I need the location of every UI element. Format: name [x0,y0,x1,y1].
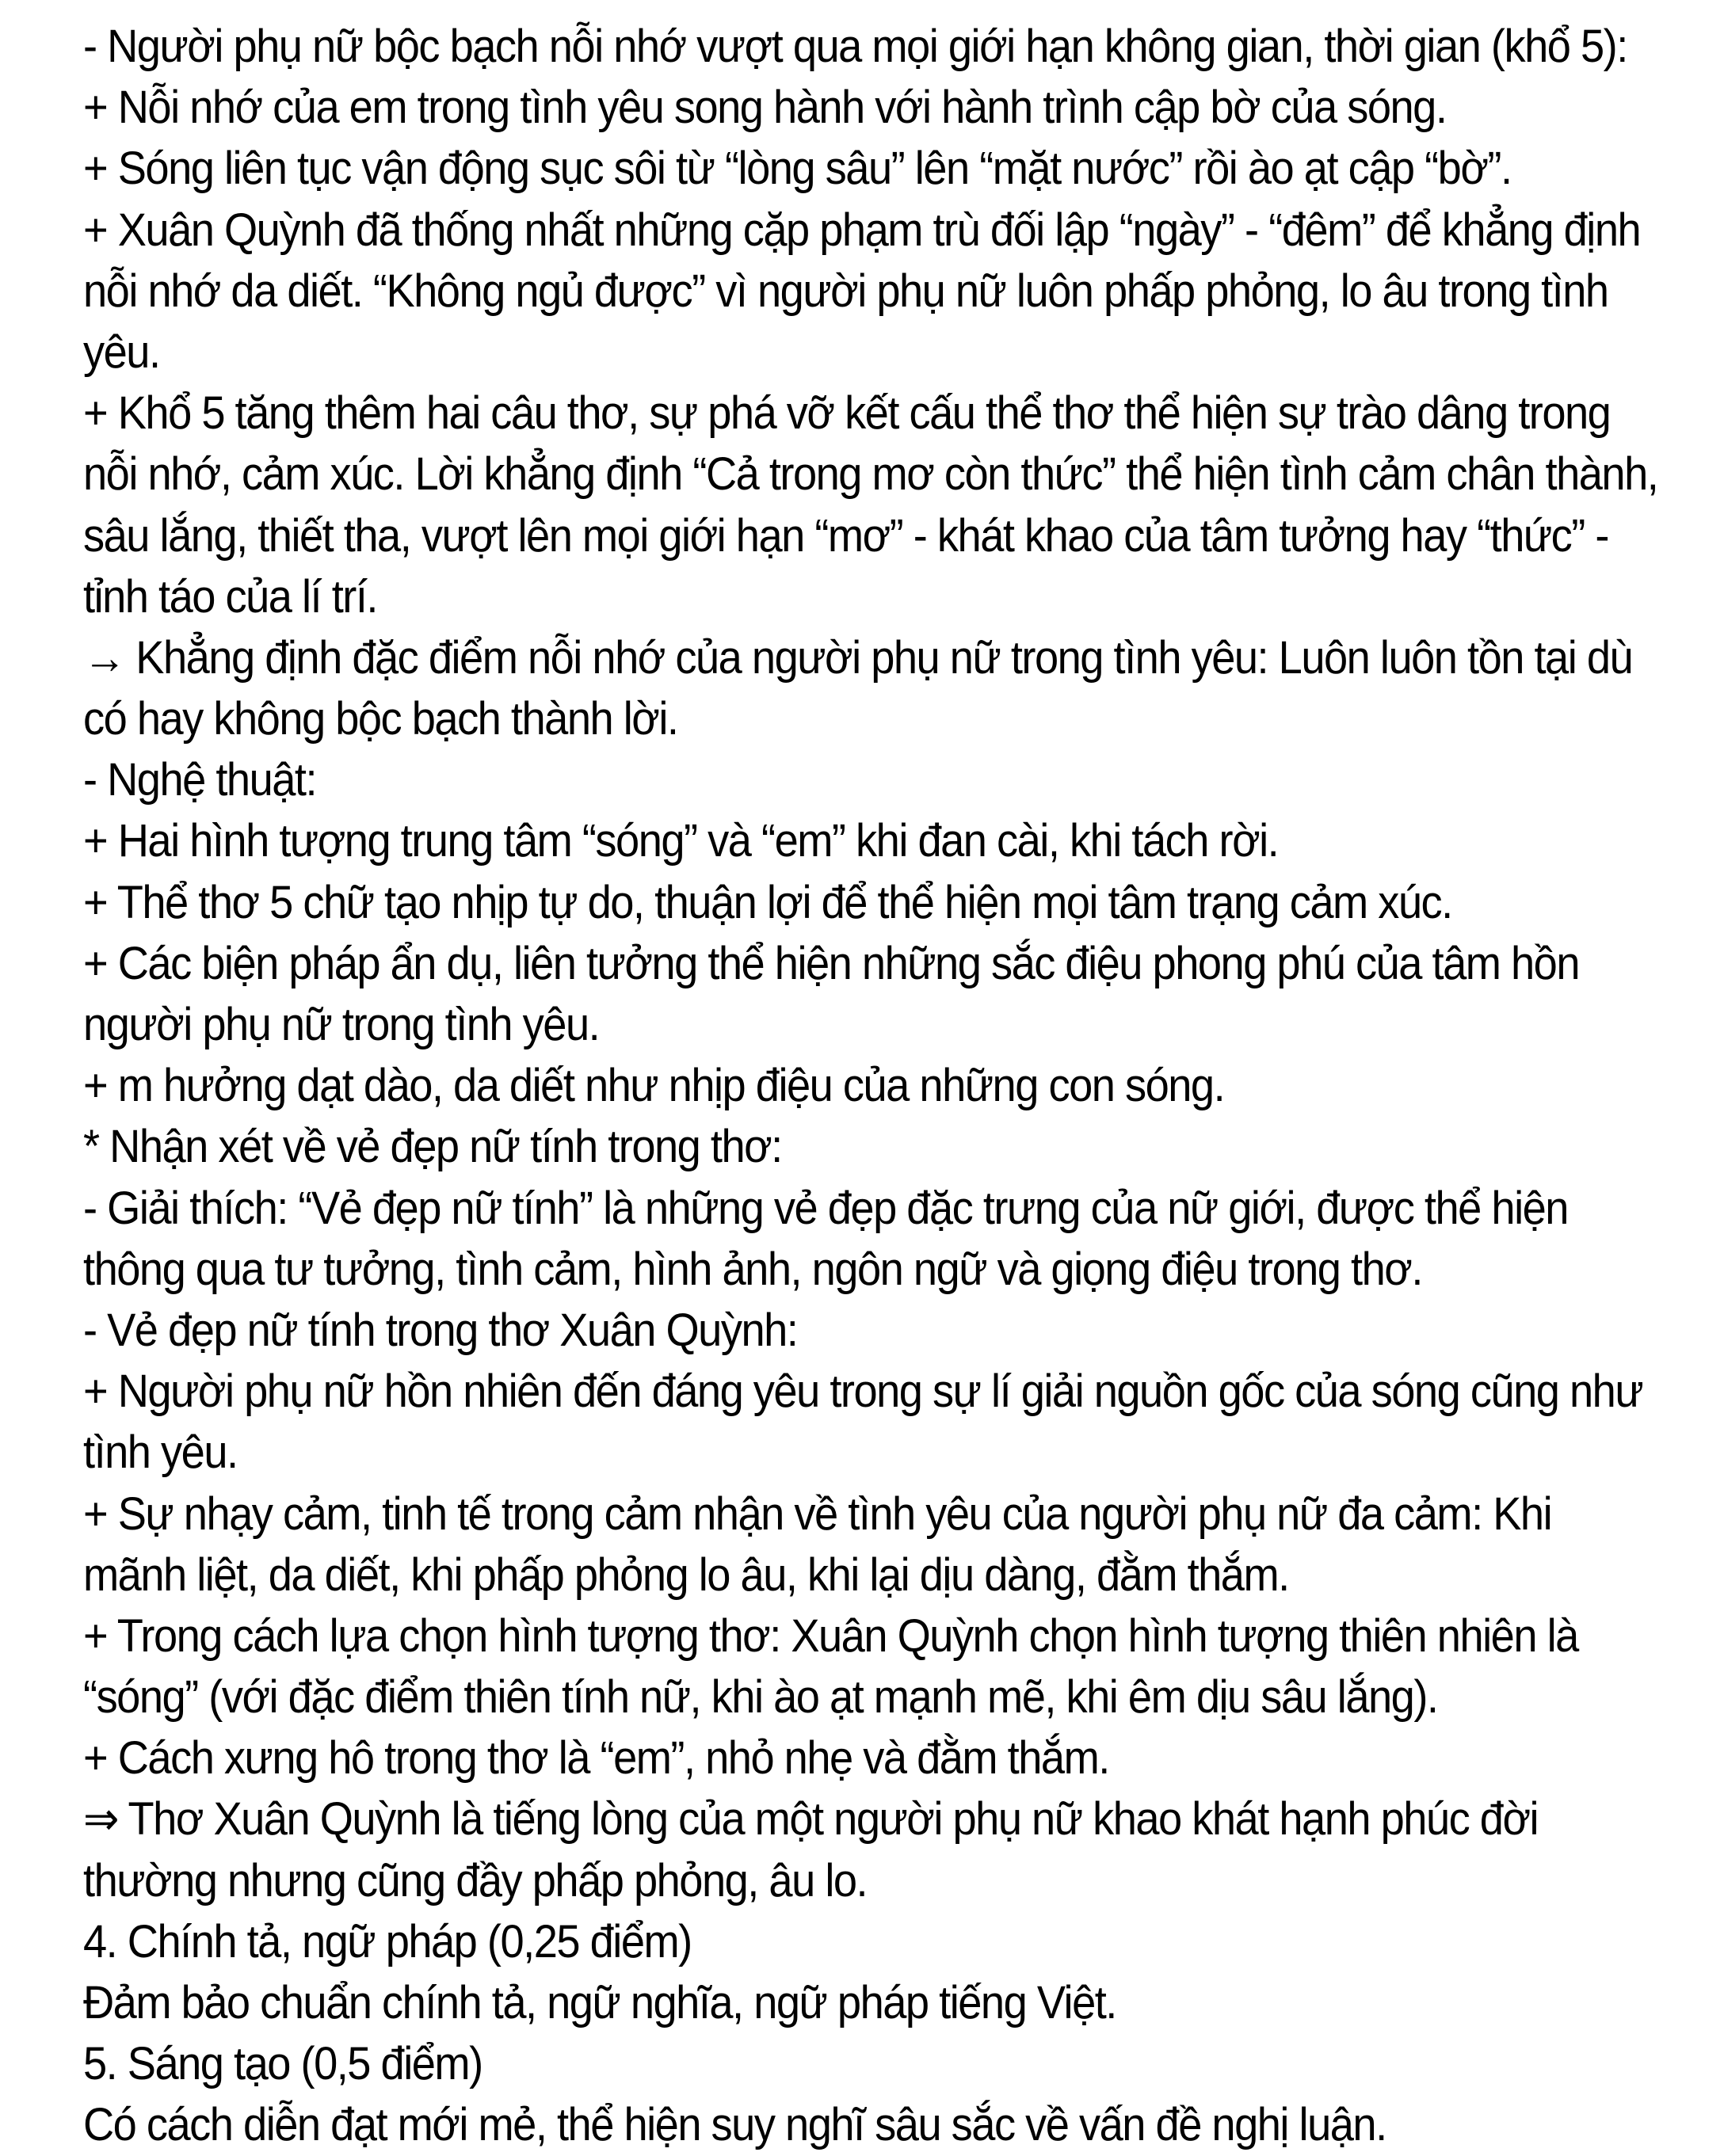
text-line: - Giải thích: “Vẻ đẹp nữ tính” là những vẻ đẹp đặc trưng của nữ giới, được thể hiện [83,1182,1568,1234]
text-line: thông qua tư tưởng, tình cảm, hình ảnh, ngôn ngữ và giọng điệu trong thơ. [83,1243,1422,1295]
document-page [83,16,1658,2156]
text-line: + Trong cách lựa chọn hình tượng thơ: Xuân Quỳnh chọn hình tượng thiên nhiên là [83,1609,1578,1662]
section-heading: - Nghệ thuật: [83,754,317,806]
text-line: - Người phụ nữ bộc bạch nỗi nhớ vượt qua mọi giới hạn không gian, thời gian (khổ 5): [83,21,1627,72]
text-line: tình yêu. [83,1427,238,1479]
text-line: thường nhưng cũng đầy phấp phỏng, âu lo. [83,1854,868,1906]
section-heading: * Nhận xét về vẻ đẹp nữ tính trong thơ: [83,1121,782,1173]
text-line: + Hai hình tượng trung tâm “sóng” và “em” khi đan cài, khi tách rời. [83,815,1279,867]
text-line: nỗi nhớ, cảm xúc. Lời khẳng định “Cả trong mơ còn thức” thể hiện tình cảm chân thành, [83,448,1658,501]
section-heading: 4. Chính tả, ngữ pháp (0,25 điểm) [83,1915,692,1967]
text-line: có hay không bộc bạch thành lời. [83,693,678,745]
text-line: sâu lắng, thiết tha, vượt lên mọi giới hạn “mơ” - khát khao của tâm tưởng hay “thức” - [83,509,1608,562]
section-heading: 5. Sáng tạo (0,5 điểm) [83,2038,482,2090]
text-line: + Thể thơ 5 chữ tạo nhịp tự do, thuận lợi để thể hiện mọi tâm trạng cảm xúc. [83,876,1452,928]
text-line: → Khẳng định đặc điểm nỗi nhớ của người phụ nữ trong tình yêu: Luôn luôn tồn tại dù [83,631,1633,684]
text-line: + Khổ 5 tăng thêm hai câu thơ, sự phá vỡ kết cấu thể thơ thể hiện sự trào dâng trong [83,387,1611,440]
text-line: yêu. [83,326,160,378]
text-line: + Xuân Quỳnh đã thống nhất những cặp phạm trù đối lập “ngày” - “đêm” để khẳng định [83,204,1641,256]
text-line: ⇒ Thơ Xuân Quỳnh là tiếng lòng của một người phụ nữ khao khát hạnh phúc đời [83,1793,1539,1846]
text-line: + Người phụ nữ hồn nhiên đến đáng yêu trong sự lí giải nguồn gốc của sóng cũng như [83,1366,1643,1418]
text-line: + Nỗi nhớ của em trong tình yêu song hành với hành trình cập bờ của sóng. [83,82,1447,134]
text-line: + Các biện pháp ẩn dụ, liên tưởng thể hiện những sắc điệu phong phú của tâm hồn [83,937,1579,989]
text-line: Đảm bảo chuẩn chính tả, ngữ nghĩa, ngữ pháp tiếng Việt. [83,1977,1116,2028]
text-line: nỗi nhớ da diết. “Không ngủ được” vì người phụ nữ luôn phấp phỏng, lo âu trong tình [83,265,1608,317]
text-line: + Sóng liên tục vận động sục sôi từ “lòng sâu” lên “mặt nước” rồi ào ạt cập “bờ”. [83,143,1512,195]
text-line: tỉnh táo của lí trí. [83,570,377,623]
text-line: + Sự nhạy cảm, tinh tế trong cảm nhận về tình yêu của người phụ nữ đa cảm: Khi [83,1487,1552,1540]
text-line: “sóng” (với đặc điểm thiên tính nữ, khi ào ạt mạnh mẽ, khi êm dịu sâu lắng). [83,1671,1438,1724]
text-line: mãnh liệt, da diết, khi phấp phỏng lo âu, khi lại dịu dàng, đằm thắm. [83,1548,1289,1601]
text-line: + m hưởng dạt dào, da diết như nhịp điệu của những con sóng. [83,1060,1225,1112]
text-line: - Vẻ đẹp nữ tính trong thơ Xuân Quỳnh: [83,1304,798,1356]
text-line: người phụ nữ trong tình yêu. [83,999,600,1050]
text-line: + Cách xưng hô trong thơ là “em”, nhỏ nhẹ và đằm thắm. [83,1732,1109,1785]
text-line: Có cách diễn đạt mới mẻ, thể hiện suy nghĩ sâu sắc về vấn đề nghị luận. [83,2099,1386,2151]
